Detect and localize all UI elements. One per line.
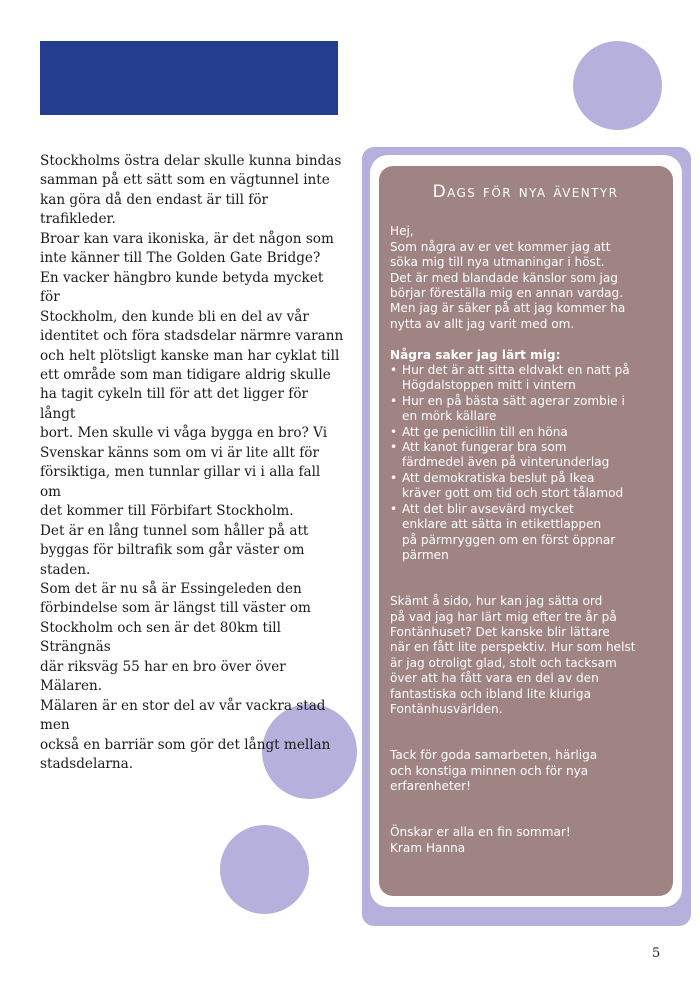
list-item [390, 425, 661, 440]
intro-line: Men jag är säker på att jag kommer ha [390, 301, 626, 316]
list-item [390, 440, 661, 471]
thanks-line: Tack för goda samarbeten, härliga [390, 748, 598, 763]
intro-line: Som några av er vet kommer jag att [390, 239, 611, 254]
article-line: samman på ett sätt som en vägtunnel inte [40, 172, 330, 189]
article-line: också en barriär som gör det långt mellan [40, 736, 331, 753]
list-item-line: färdmedel även på vinterunderlag [402, 455, 610, 470]
article-line: stadsdelarna. [40, 756, 134, 773]
article-line: försiktiga, men tunnlar gillar vi i alla fall om [40, 464, 321, 500]
list-item [390, 363, 661, 394]
list-item-line: Högdalstoppen mitt i vintern [402, 378, 576, 393]
decorative-circle-bottom [220, 825, 309, 914]
intro-line: Hej, [390, 224, 414, 239]
list-item-line: enklare att sätta in etikettlappen [402, 517, 602, 532]
list-item-line: • Att demokratiska beslut på Ikea [402, 470, 595, 485]
list-item [390, 394, 661, 425]
reflection-line: Fontänhusvärlden. [390, 701, 503, 716]
article-line: Mälaren är en stor del av vår vackra stad men [40, 697, 326, 734]
article-line: Som det är nu så är Essingeleden den [40, 580, 302, 597]
article-text [40, 152, 345, 775]
sidebar-box [379, 166, 673, 896]
decorative-circle-top [573, 41, 662, 130]
learned-list [390, 363, 661, 563]
intro-line: börjar föreställa mig en annan vardag. [390, 286, 624, 301]
article-line: identitet och föra stadsdelar närmre varann [40, 328, 344, 345]
closing-line: Kram Hanna [390, 840, 466, 855]
list-item [390, 502, 661, 564]
page-number: 5 [652, 946, 661, 961]
article-line: det kommer till Förbifart Stockholm. [40, 503, 294, 520]
thanks-line: erfarenheter! [390, 778, 472, 793]
article-line: Det är en lång tunnel som håller på att [40, 522, 309, 539]
article-line: Stockholms östra delar skulle kunna bindas [40, 153, 342, 169]
article-line: ett område som man tidigare aldrig skulle [40, 366, 331, 383]
article-line: En vacker hängbro kunde betyda mycket för [40, 269, 324, 306]
learned-heading: Några saker jag lärt mig: [390, 347, 561, 362]
list-item-line: • Hur en på bästa sätt agerar zombie i [402, 393, 625, 408]
article-line: förbindelse som är längst till väster om [40, 600, 311, 617]
list-item-line: • Att det blir avsevärd mycket [402, 501, 574, 516]
list-item-line: pärmen [402, 547, 449, 562]
article-line: kan göra då den endast är till för trafikleder. [40, 191, 269, 228]
list-item-line: en mörk källare [402, 409, 497, 424]
article-line: Broar kan vara ikoniska, är det någon som [40, 230, 334, 247]
article-line: Svenskar känns som om vi är lite allt för [40, 444, 319, 461]
header-bar [40, 41, 338, 115]
reflection-line: är jag otroligt glad, stolt och tacksam [390, 655, 617, 670]
reflection-line: när en fått lite perspektiv. Hur som helst [390, 640, 636, 655]
list-item-line: på pärmryggen om en först öppnar [402, 532, 616, 547]
intro-line: söka mig till nya utmaningar i höst. [390, 255, 605, 270]
list-item-line: • Att kanot fungerar bra som [402, 440, 567, 455]
reflection-line: över att ha fått vara en del av den [390, 671, 599, 686]
intro-line: nytta av allt jag varit med om. [390, 316, 575, 331]
closing-line: Önskar er alla en fin sommar! [390, 825, 571, 840]
article-line: Stockholm, den kunde bli en del av vår [40, 308, 309, 325]
list-item-line: • Att ge penicillin till en höna [402, 424, 568, 439]
reflection-line: Fontänhuset? Det kanske blir lättare [390, 624, 610, 639]
intro-line: Det är med blandade känslor som jag [390, 270, 618, 285]
article-line: byggas för biltrafik som går väster om staden. [40, 542, 305, 578]
reflection-line: fantastiska och ibland lite kluriga [390, 686, 591, 701]
reflection-line: Skämt å sido, hur kan jag sätta ord [390, 594, 603, 609]
list-item-line: • Hur det är att sitta eldvakt en natt på [402, 363, 630, 378]
article-line: där riksväg 55 har en bro över över Mälaren. [40, 658, 286, 695]
sidebar-title: Dags för nya äventyr [432, 182, 619, 202]
article-line: ha tagit cykeln till för att det ligger för långt [40, 386, 308, 422]
list-item-line: kräver gott om tid och stort tålamod [402, 486, 624, 501]
article-line: inte känner till The Golden Gate Bridge? [40, 250, 321, 267]
thanks-line: och konstiga minnen och för nya [390, 763, 589, 778]
list-item [390, 471, 661, 502]
article-line: Stockholm och sen är det 80km till Strängnäs [40, 619, 281, 656]
article-line: och helt plötsligt kanske man har cyklat till [40, 347, 340, 364]
article-line: bort. Men skulle vi våga bygga en bro? Vi [40, 425, 328, 442]
reflection-line: på vad jag har lärt mig efter tre år på [390, 609, 617, 624]
